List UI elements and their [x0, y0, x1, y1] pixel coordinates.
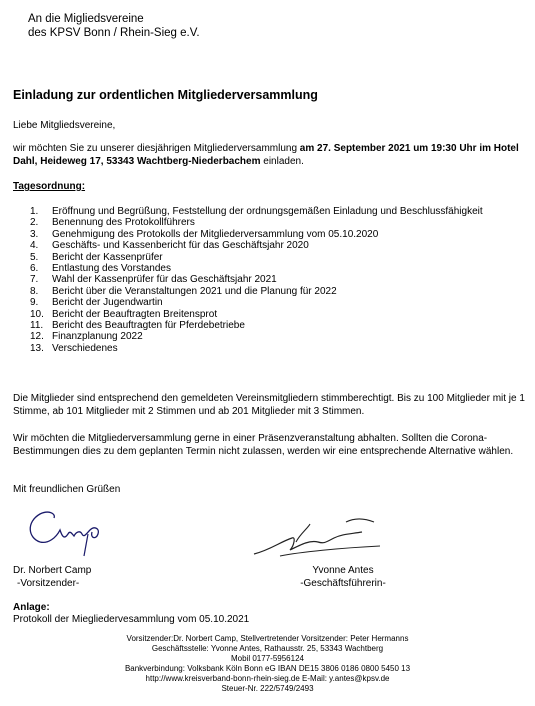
agenda-item: [30, 206, 483, 217]
agenda-item: [30, 274, 483, 285]
agenda-item-text: Wahl der Kassenprüfer für das Geschäftsjahr 2021: [52, 274, 277, 286]
agenda-item: [30, 240, 483, 251]
agenda-item: [30, 320, 483, 331]
agenda-item: [30, 229, 483, 240]
agenda-item: [30, 252, 483, 263]
agenda-item-text: Bericht über die Veranstaltungen 2021 und die Planung für 2022: [52, 285, 337, 297]
footer-line-mobile: Mobil 0177-5956124: [231, 654, 304, 663]
agenda-item-text: Bericht der Jugendwartin: [52, 297, 163, 309]
salutation: Liebe Mitgliedsvereine,: [13, 120, 116, 131]
signer-right: [278, 564, 408, 590]
agenda-item-number: 2.: [30, 217, 39, 229]
footer-line-tax: Steuer-Nr. 222/5749/2493: [221, 684, 314, 693]
letter-title: Einladung zur ordentlichen Mitgliederversammlung: [13, 88, 318, 102]
signature-left-image: [18, 504, 128, 560]
letter-footer: [0, 634, 535, 694]
agenda-item-number: 5.: [30, 251, 39, 263]
agenda-item-text: Bericht des Beauftragten für Pferdebetriebe: [52, 319, 245, 331]
footer-line-office: Geschäftsstelle: Yvonne Antes, Rathausstr. 25, 53343 Wachtberg: [151, 644, 384, 653]
attachment-heading: Anlage:: [13, 602, 50, 613]
intro-date-location: am 27. September 2021 um 19:30 Uhr im Hotel Dahl, Heideweg 17, 53343 Wachtberg-Niederbachem: [13, 143, 519, 167]
agenda-item-text: Benennung des Protokollführers: [52, 217, 195, 229]
intro-text-1: wir möchten Sie zu unserer diesjährigen Mitgliederversammlung: [13, 143, 300, 154]
agenda-item-number: 11.: [30, 319, 44, 331]
agenda-item-number: 9.: [30, 297, 39, 309]
agenda-item-number: 13.: [30, 342, 44, 354]
footer-line-chairman: Vorsitzender:Dr. Norbert Camp, Stellvertretender Vorsitzender: Peter Hermanns: [126, 634, 409, 643]
agenda-item-text: Geschäfts- und Kassenbericht für das Geschäftsjahr 2020: [52, 240, 309, 252]
agenda-item: [30, 343, 483, 354]
agenda-item-number: 6.: [30, 262, 39, 274]
agenda-item: [30, 331, 483, 342]
signer-left-name: Dr. Norbert Camp: [13, 565, 92, 576]
signer-left: [13, 564, 91, 590]
footer-line-bank: Bankverbindung: Volksbank Köln Bonn eG IBAN DE15 3806 0186 0800 5450 13: [124, 664, 411, 673]
signer-right-role: -Geschäftsführerin-: [300, 578, 386, 589]
agenda-item: [30, 217, 483, 228]
attachment-text: Protokoll der Miegliedervesammlung vom 05.10.2021: [13, 614, 250, 625]
agenda-item: [30, 286, 483, 297]
agenda-heading: Tagesordnung:: [13, 181, 86, 192]
voting-rights-paragraph: Die Mitglieder sind entsprechend den gemeldeten Vereinsmitgliedern stimmberechtigt. Bis zu 100 Mitglieder mit je 1 Stimme, ab 101 Mitglieder mit 2 Stimmen und ab 201 Mitglieder mit 3 Stimmen.: [13, 393, 525, 417]
agenda-item-text: Genehmigung des Protokolls der Mitgliederversammlung vom 05.10.2020: [52, 228, 379, 240]
agenda-item-number: 7.: [30, 274, 39, 286]
recipient-line-2: des KPSV Bonn / Rhein-Sieg e.V.: [28, 27, 200, 39]
agenda-list: [30, 206, 483, 354]
agenda-item-text: Verschiedenes: [52, 342, 118, 354]
agenda-item-text: Bericht der Beauftragten Breitensprot: [52, 308, 218, 320]
agenda-item-number: 10.: [30, 308, 44, 320]
agenda-item-text: Entlastung des Vorstandes: [52, 262, 171, 274]
intro-paragraph: [13, 143, 523, 168]
agenda-item-text: Finanzplanung 2022: [52, 331, 143, 343]
agenda-item: [30, 309, 483, 320]
agenda-item-number: 4.: [30, 240, 39, 252]
signer-right-name: Yvonne Antes: [312, 565, 374, 576]
agenda-item-text: Bericht der Kassenprüfer: [52, 251, 163, 263]
agenda-item-number: 8.: [30, 285, 39, 297]
agenda-item: [30, 297, 483, 308]
recipient-address: [28, 12, 200, 40]
footer-line-web-email: http://www.kreisverband-bonn-rhein-sieg.de E-Mail: y.antes@kpsv.de: [145, 674, 390, 683]
closing-phrase: Mit freundlichen Grüßen: [13, 484, 121, 495]
corona-paragraph: Wir möchten die Mitgliederversammlung gerne in einer Präsenzveranstaltung abhalten. Sollten die Corona-Bestimmungen dies zu dem geplanten Termin nicht zulassen, werden wir eine entsprechende Alternative wählen.: [13, 433, 514, 457]
agenda-item-number: 1.: [30, 206, 39, 217]
signature-right-image: [250, 512, 390, 562]
agenda-item-text: Eröffnung und Begrüßung, Feststellung der ordnungsgemäßen Einladung und Beschlussfähigkeit: [52, 206, 483, 217]
recipient-line-1: An die Migliedsvereine: [28, 13, 144, 25]
agenda-item-number: 3.: [30, 228, 39, 240]
intro-text-2: einladen.: [260, 155, 304, 167]
signer-left-role: -Vorsitzender-: [17, 578, 80, 589]
agenda-item: [30, 263, 483, 274]
agenda-item-number: 12.: [30, 331, 44, 343]
